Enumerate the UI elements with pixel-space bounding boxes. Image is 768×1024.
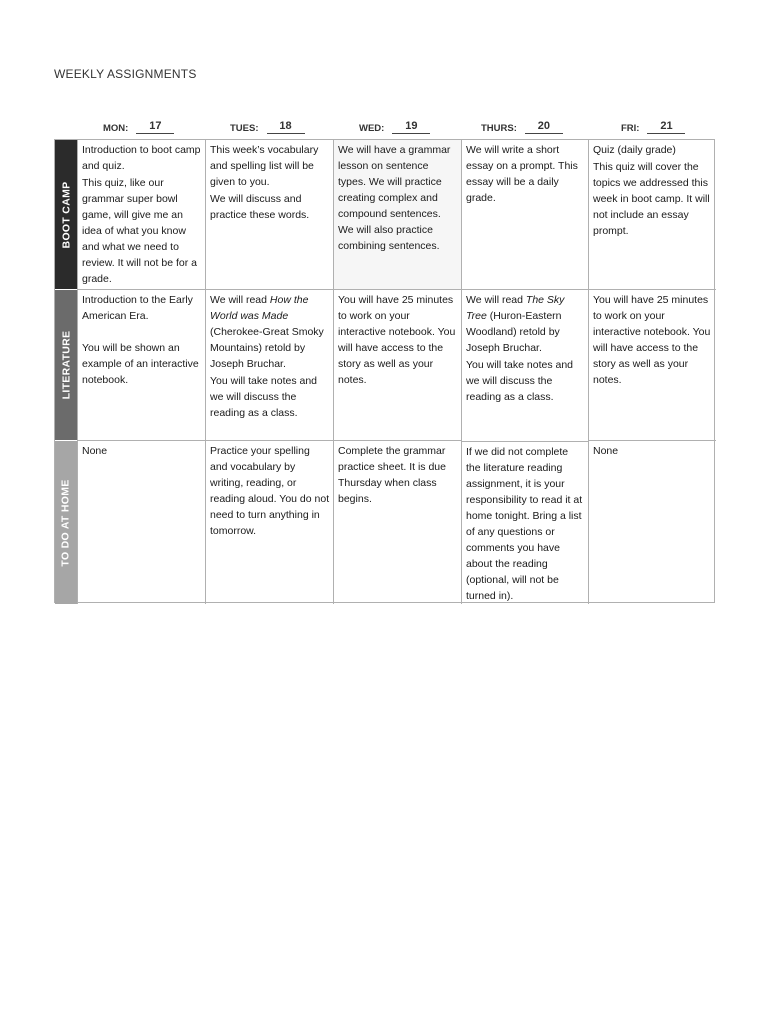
cell-boot-camp-wed [333, 140, 461, 290]
cell-text: We will write a short essay on a prompt. This essay will be a daily grade. [466, 144, 578, 204]
cell-text: Practice your spelling and vocabulary by writing, reading, or reading aloud. You do not need to turn anything in tomorrow. [210, 445, 330, 537]
day-mon [103, 118, 174, 134]
story-title: How the World was Made [210, 294, 309, 322]
cell-text: Complete the grammar practice sheet. It is due Thursday when class begins. [338, 445, 446, 505]
cell-todo-tue [205, 441, 333, 604]
cell-text [210, 292, 330, 372]
cell-text [466, 292, 585, 356]
cell-text: You will take notes and we will discuss the reading as a class. [210, 375, 318, 419]
cell-text: You will have 25 minutes to work on your interactive notebook. You will have access to the story as well as your notes. [338, 294, 456, 386]
cell-text: Quiz (daily grade) [593, 144, 676, 156]
day-wed [359, 118, 430, 134]
cell-boot-camp-tue [205, 140, 333, 290]
row-label-text: BOOT CAMP [60, 181, 72, 248]
cell-text: This quiz will cover the topics we addressed this week in boot camp. It will not include an essay prompt. [593, 161, 710, 237]
cell-boot-camp-thu [461, 140, 588, 290]
day-label: MON: [103, 123, 129, 134]
day-label: FRI: [621, 123, 640, 134]
cell-text: We will have a grammar lesson on sentence types. We will practice creating complex and compound sentences. We will also practice combining sentences. [338, 144, 451, 252]
day-thu [481, 118, 563, 134]
cell-text: Introduction to boot camp and quiz. [82, 144, 201, 172]
row-label-literature [55, 290, 77, 441]
cell-text: Introduction to the Early American Era. [82, 294, 193, 322]
day-fri [621, 118, 685, 134]
cell-todo-thu [461, 441, 588, 604]
page-title: WEEKLY ASSIGNMENTS [54, 67, 197, 81]
cell-text: None [82, 445, 108, 457]
assignment-table [54, 139, 715, 603]
cell-todo-mon [77, 441, 205, 604]
cell-literature-wed [333, 290, 461, 441]
cell-text: You will have 25 minutes to work on your interactive notebook. You will have access to the story as well as your notes. [593, 294, 711, 386]
day-date: 17 [136, 120, 174, 134]
day-label: THURS: [481, 123, 517, 134]
row-label-to-do-at-home [55, 441, 77, 604]
cell-boot-camp-fri [588, 140, 716, 290]
cell-text: You will take notes and we will discuss the reading as a class. [466, 359, 574, 403]
cell-text: If we did not complete the literature reading assignment, it is your responsibility to read it at home tonight. Bring a list of any questions or comments you have about the reading (optional, will not be turned in). [466, 446, 583, 602]
day-tue [230, 118, 305, 134]
day-label: WED: [359, 123, 385, 134]
day-date: 19 [392, 120, 430, 134]
day-date: 21 [647, 120, 685, 134]
cell-literature-tue [205, 290, 333, 441]
cell-todo-fri [588, 441, 716, 604]
day-date: 20 [525, 120, 563, 134]
text-run: We will read [466, 294, 526, 306]
cell-text: We will discuss and practice these words. [210, 193, 310, 221]
cell-todo-wed [333, 441, 461, 604]
day-label: TUES: [230, 123, 259, 134]
text-run: (Huron-Eastern Woodland) retold by Joseph Bruchar. [466, 310, 562, 354]
cell-literature-thu [461, 290, 588, 441]
cell-text: None [593, 445, 619, 457]
row-label-text: LITERATURE [60, 330, 72, 400]
text-run: (Cherokee-Great Smoky Mountains) retold by Joseph Bruchar. [210, 326, 324, 370]
day-date: 18 [267, 120, 305, 134]
cell-boot-camp-mon [77, 140, 205, 290]
cell-text: This quiz, like our grammar super bowl game, will give me an idea of what you know and what we need to review. It will not be for a grade. [82, 177, 197, 285]
cell-text: This week’s vocabulary and spelling list will be given to you. [210, 144, 319, 188]
row-label-boot-camp [55, 140, 77, 290]
cell-literature-fri [588, 290, 716, 441]
text-run: We will read [210, 294, 270, 306]
cell-literature-mon [77, 290, 205, 441]
story-title: The Sky Tree [466, 294, 565, 322]
row-label-text: TO DO AT HOME [60, 478, 72, 567]
cell-text: You will be shown an example of an interactive notebook. [82, 342, 199, 386]
day-header-row [54, 118, 714, 136]
